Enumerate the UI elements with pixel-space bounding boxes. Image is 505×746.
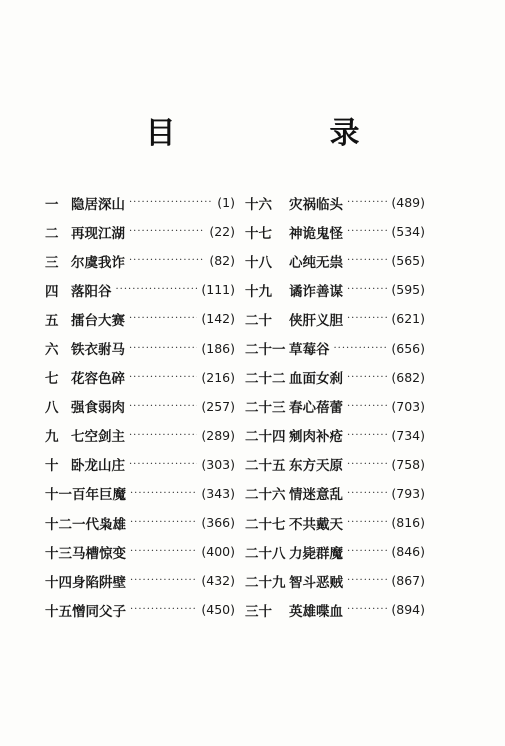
dot-leader (334, 343, 388, 354)
dot-leader (347, 517, 387, 528)
chapter-title: 卧龙山庄 (71, 458, 125, 475)
dot-leader (130, 517, 197, 528)
chapter-title: 一代枭雄 (72, 516, 126, 533)
page-number: (894) (391, 602, 425, 618)
dot-leader (130, 546, 197, 557)
toc-entry (45, 246, 235, 275)
chapter-number: 十三 (45, 545, 72, 562)
chapter-title: 侠肝义胆 (289, 312, 343, 329)
toc-entry (45, 304, 235, 333)
toc-entry (245, 304, 425, 333)
dot-leader (129, 255, 205, 266)
dot-leader (129, 343, 197, 354)
chapter-title: 落阳谷 (71, 283, 112, 300)
chapter-title: 花容色碎 (71, 371, 125, 388)
page-number: (289) (201, 427, 235, 443)
page-title: 目 录 (145, 116, 422, 151)
dot-leader (347, 284, 387, 295)
chapter-title: 百年巨魔 (72, 487, 126, 504)
chapter-number: 十七 (245, 225, 272, 242)
toc-entry (245, 333, 425, 362)
chapter-title: 情迷意乱 (289, 487, 343, 504)
dot-leader (130, 604, 197, 615)
toc-entry (45, 450, 235, 479)
dot-leader (347, 255, 387, 266)
toc-entry (245, 363, 425, 392)
dot-leader (347, 401, 387, 412)
toc-entry (45, 595, 235, 624)
toc-left-column (45, 188, 235, 624)
chapter-title: 灾祸临头 (289, 196, 343, 213)
dot-leader (347, 546, 387, 557)
dot-leader (116, 284, 198, 295)
page-number: (595) (391, 282, 425, 298)
chapter-number: 九 (45, 429, 59, 446)
toc-entry (45, 537, 235, 566)
toc-entry (45, 421, 235, 450)
chapter-title: 身陷阱壁 (72, 574, 126, 591)
dot-leader (130, 488, 197, 499)
toc-entry (45, 363, 235, 392)
chapter-number: 二十九 (245, 574, 286, 591)
page-number: (303) (201, 456, 235, 472)
page-number: (565) (391, 253, 425, 269)
chapter-title: 憎同父子 (72, 603, 126, 620)
chapter-title: 尔虞我诈 (71, 254, 125, 271)
dot-leader (347, 488, 387, 499)
chapter-title: 血面女刹 (289, 371, 343, 388)
page-number: (734) (391, 427, 425, 443)
chapter-number: 二十五 (245, 458, 286, 475)
dot-leader (347, 226, 387, 237)
toc-entry (45, 479, 235, 508)
dot-leader (129, 459, 197, 470)
toc-entry (245, 479, 425, 508)
toc-entry (45, 392, 235, 421)
chapter-title: 神诡鬼怪 (289, 225, 343, 242)
chapter-number: 十 (45, 458, 59, 475)
chapter-number: 二十七 (245, 516, 286, 533)
toc-entry (245, 421, 425, 450)
toc-entry (45, 188, 235, 217)
chapter-title: 七空剑主 (71, 429, 125, 446)
chapter-number: 七 (45, 371, 59, 388)
page-number: (400) (201, 544, 235, 560)
chapter-number: 六 (45, 342, 59, 359)
chapter-number: 二十八 (245, 545, 286, 562)
chapter-title: 力毙群魔 (289, 545, 343, 562)
dot-leader (129, 401, 197, 412)
chapter-title: 心纯无祟 (289, 254, 343, 271)
chapter-title: 谲诈善谋 (289, 283, 343, 300)
page-number: (450) (201, 602, 235, 618)
dot-leader (129, 372, 197, 383)
toc-entry (45, 333, 235, 362)
dot-leader (129, 430, 197, 441)
chapter-number: 八 (45, 400, 59, 417)
page-number: (682) (391, 369, 425, 385)
page-number: (1) (217, 195, 235, 211)
chapter-number: 一 (45, 196, 59, 213)
chapter-number: 二十一 (245, 342, 286, 359)
chapter-number: 十六 (245, 196, 272, 213)
chapter-number: 二十六 (245, 487, 286, 504)
toc-entry (245, 595, 425, 624)
page-number: (656) (391, 340, 425, 356)
dot-leader (347, 459, 387, 470)
page-number: (142) (201, 311, 235, 327)
page-number: (216) (201, 369, 235, 385)
chapter-number: 十二 (45, 516, 72, 533)
toc-right-column (245, 188, 425, 624)
page-number: (343) (201, 485, 235, 501)
dot-leader (347, 430, 387, 441)
toc-entry (245, 392, 425, 421)
toc-entry (245, 246, 425, 275)
page-number: (82) (209, 253, 235, 269)
chapter-number: 四 (45, 283, 59, 300)
dot-leader (130, 575, 197, 586)
dot-leader (347, 313, 387, 324)
page-number: (621) (391, 311, 425, 327)
page-number: (22) (209, 224, 235, 240)
chapter-title: 强食弱肉 (71, 400, 125, 417)
chapter-title: 春心蓓蕾 (289, 400, 343, 417)
chapter-title: 东方天原 (289, 458, 343, 475)
chapter-number: 二十二 (245, 371, 286, 388)
chapter-number: 三 (45, 254, 59, 271)
chapter-number: 十五 (45, 603, 72, 620)
page-number: (703) (391, 398, 425, 414)
chapter-number: 三十 (245, 603, 272, 620)
chapter-number: 二十 (245, 312, 272, 329)
dot-leader (129, 313, 197, 324)
page-number: (793) (391, 485, 425, 501)
chapter-title: 马槽惊变 (72, 545, 126, 562)
dot-leader (129, 226, 205, 237)
dot-leader (347, 604, 387, 615)
page-number: (816) (391, 515, 425, 531)
toc-entry (45, 217, 235, 246)
chapter-number: 二十四 (245, 429, 286, 446)
dot-leader (347, 575, 387, 586)
chapter-number: 二十三 (245, 400, 286, 417)
toc-entry (245, 566, 425, 595)
chapter-title: 隐居深山 (71, 196, 125, 213)
chapter-title: 不共戴天 (289, 516, 343, 533)
page-number: (186) (201, 340, 235, 356)
dot-leader (129, 197, 213, 208)
page-number: (111) (201, 282, 235, 298)
page-number: (432) (201, 573, 235, 589)
chapter-number: 十九 (245, 283, 272, 300)
toc-entry (245, 217, 425, 246)
toc-entry (245, 537, 425, 566)
chapter-title: 智斗恶贼 (289, 574, 343, 591)
page-number: (534) (391, 224, 425, 240)
page-number: (257) (201, 398, 235, 414)
chapter-title: 剜肉补疮 (289, 429, 343, 446)
toc-entry (45, 566, 235, 595)
page-number: (366) (201, 515, 235, 531)
toc-entry (245, 450, 425, 479)
chapter-number: 五 (45, 312, 59, 329)
page-number: (489) (391, 195, 425, 211)
chapter-number: 十四 (45, 574, 72, 591)
chapter-title: 英雄喋血 (289, 603, 343, 620)
chapter-title: 草莓谷 (289, 342, 330, 359)
dot-leader (347, 197, 387, 208)
chapter-number: 十一 (45, 487, 72, 504)
page-number: (758) (391, 456, 425, 472)
toc-entry (45, 275, 235, 304)
toc-entry (45, 508, 235, 537)
toc-entry (245, 275, 425, 304)
page-number: (867) (391, 573, 425, 589)
chapter-title: 擂台大赛 (71, 312, 125, 329)
toc-entry (245, 188, 425, 217)
chapter-title: 再现江湖 (71, 225, 125, 242)
chapter-number: 二 (45, 225, 59, 242)
chapter-title: 铁衣驸马 (71, 342, 125, 359)
chapter-number: 十八 (245, 254, 272, 271)
toc-entry (245, 508, 425, 537)
page-number: (846) (391, 544, 425, 560)
dot-leader (347, 372, 387, 383)
